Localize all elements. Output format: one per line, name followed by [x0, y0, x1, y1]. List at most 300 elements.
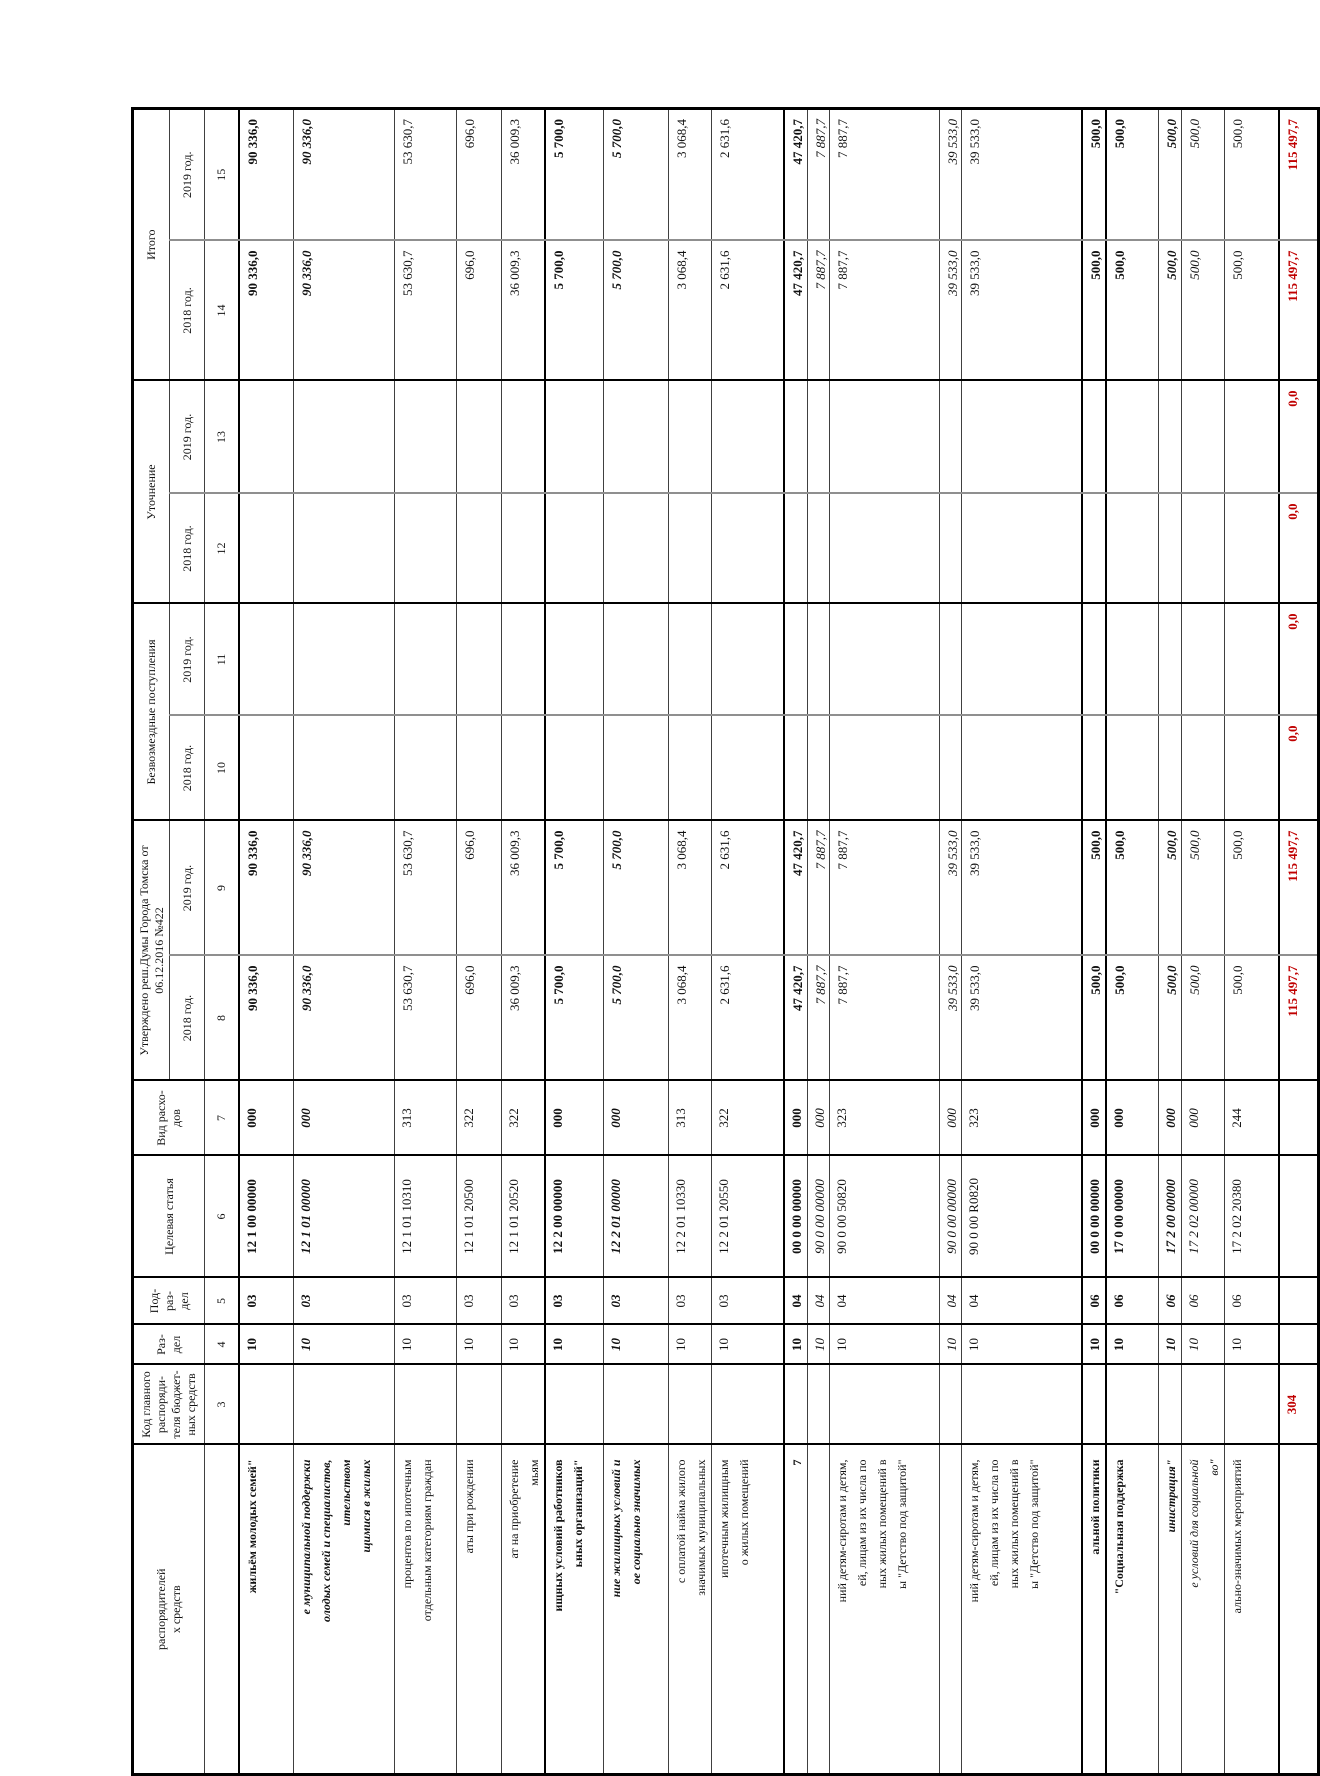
cell-adjustment-2019: [830, 380, 940, 493]
cell-total-2019: 53 630,7: [395, 108, 457, 240]
header-group-approved: Утверждено реш.Думы Города Томска от 06.12.2016 №422: [133, 821, 170, 1081]
cell-approved-2018: 7 887,7: [830, 956, 940, 1081]
cell-name: [830, 1445, 940, 1775]
cell-vid-rashodov: 244: [1225, 1081, 1279, 1156]
header-column-number: 14: [205, 240, 239, 380]
cell-adjustment-2019: [711, 380, 784, 493]
cell-adjustment-2019: [239, 380, 294, 493]
cell-approved-2018: 5 700,0: [545, 956, 603, 1081]
cell-gratuitous-2019: [668, 604, 711, 716]
header-group-gratuitous: Безвозмездные поступления: [133, 604, 170, 821]
table-row: [1279, 108, 1319, 1774]
cell-name: [784, 1445, 808, 1775]
cell-krb: [830, 1365, 940, 1445]
cell-approved-2018: 500,0: [1082, 956, 1106, 1081]
cell-approved-2019: 500,0: [1225, 821, 1279, 956]
cell-gratuitous-2019: [1225, 604, 1279, 716]
cell-gratuitous-2019: [457, 604, 502, 716]
cell-gratuitous-2019: [545, 604, 603, 716]
cell-razdel: 10: [1082, 1325, 1106, 1365]
header-podrazdel-line: раз-: [161, 1290, 176, 1312]
cell-name-line: ое социально значимых: [628, 1459, 643, 1585]
header-vid-rashodov: [133, 1081, 205, 1156]
cell-podrazdel: 06: [1225, 1278, 1279, 1325]
cell-name-line: о жилых помещений: [736, 1459, 751, 1566]
cell-adjustment-2019: [457, 380, 502, 493]
cell-krb: [502, 1365, 546, 1445]
cell-gratuitous-2019: [1106, 604, 1159, 716]
cell-vid-rashodov: 000: [1082, 1081, 1106, 1156]
cell-approved-2019: 5 700,0: [545, 821, 603, 956]
table-row: [808, 108, 830, 1774]
cell-vid-rashodov: 000: [1159, 1081, 1182, 1156]
cell-podrazdel: 06: [1159, 1278, 1182, 1325]
header-column-number: 11: [205, 604, 239, 716]
cell-adjustment-2018: [1106, 494, 1159, 604]
cell-vid-rashodov: 000: [784, 1081, 808, 1156]
cell-razdel: 10: [711, 1325, 784, 1365]
cell-total-2018: 7 887,7: [830, 240, 940, 380]
rotated-table-container: [131, 110, 1320, 1776]
cell-adjustment-2018: [784, 494, 808, 604]
cell-adjustment-2018: [1225, 494, 1279, 604]
cell-total-2019: 5 700,0: [603, 108, 668, 240]
header-year-2018: 2018 год.: [170, 716, 205, 821]
cell-adjustment-2018: [830, 494, 940, 604]
cell-name: [1279, 1445, 1319, 1775]
cell-gratuitous-2018: [711, 716, 784, 821]
cell-adjustment-2018: [502, 494, 546, 604]
cell-gratuitous-2019: 0,0: [1279, 604, 1319, 716]
header-year-2018: 2018 год.: [170, 956, 205, 1081]
cell-name-line: значимых муниципальных: [693, 1459, 708, 1596]
cell-name: [940, 1445, 962, 1775]
cell-krb: [940, 1365, 962, 1445]
cell-approved-2019: 500,0: [1182, 821, 1225, 956]
table-row: [1182, 108, 1225, 1774]
cell-gratuitous-2019: [294, 604, 395, 716]
cell-adjustment-2018: [668, 494, 711, 604]
cell-total-2018: 39 533,0: [940, 240, 962, 380]
cell-gratuitous-2018: [668, 716, 711, 821]
cell-approved-2019: 500,0: [1159, 821, 1182, 956]
cell-name: [962, 1445, 1082, 1775]
cell-name-line: ы "Детство под защитой": [895, 1459, 909, 1589]
header-row-labels: [133, 108, 170, 1774]
cell-razdel: 10: [239, 1325, 294, 1365]
cell-approved-2019: 7 887,7: [808, 821, 830, 956]
header-year-2019: 2019 год.: [170, 604, 205, 716]
cell-adjustment-2019: [1106, 380, 1159, 493]
cell-gratuitous-2018: [784, 716, 808, 821]
header-celevaya-statya-line: Целевая статья: [161, 1178, 176, 1255]
header-year-2018: 2018 год.: [170, 240, 205, 380]
header-column-number: 7: [205, 1081, 239, 1156]
cell-approved-2019: 5 700,0: [603, 821, 668, 956]
cell-total-2019: 3 068,4: [668, 108, 711, 240]
cell-razdel: 10: [668, 1325, 711, 1365]
cell-razdel: 10: [830, 1325, 940, 1365]
cell-approved-2018: 39 533,0: [940, 956, 962, 1081]
cell-adjustment-2019: [808, 380, 830, 493]
cell-approved-2018: 2 631,6: [711, 956, 784, 1081]
cell-krb: [545, 1365, 603, 1445]
cell-celevaya-statya: 90 0 00 00000: [940, 1156, 962, 1278]
cell-gratuitous-2019: [395, 604, 457, 716]
cell-gratuitous-2018: [808, 716, 830, 821]
cell-celevaya-statya: 12 1 01 20500: [457, 1156, 502, 1278]
cell-gratuitous-2018: [940, 716, 962, 821]
cell-gratuitous-2019: [808, 604, 830, 716]
header-razdel-line: дел: [169, 1335, 183, 1354]
cell-name: [395, 1445, 457, 1775]
cell-approved-2019: 47 420,7: [784, 821, 808, 956]
cell-name-line: ние жилищных условий и: [608, 1459, 623, 1598]
cell-total-2018: 115 497,7: [1279, 240, 1319, 380]
header-year-2019: 2019 год.: [170, 380, 205, 493]
cell-podrazdel: [1279, 1278, 1319, 1325]
cell-name-line: олодых семей и специалистов,: [319, 1459, 333, 1622]
header-column-number: 15: [205, 108, 239, 240]
cell-adjustment-2019: [1082, 380, 1106, 493]
cell-total-2018: 696,0: [457, 240, 502, 380]
cell-name-line: ьных организаций": [571, 1459, 585, 1568]
header-name-column-line: х средств: [169, 1585, 183, 1634]
cell-approved-2018: 500,0: [1106, 956, 1159, 1081]
cell-gratuitous-2018: [1182, 716, 1225, 821]
header-celevaya-statya: [133, 1156, 205, 1278]
cell-name: [239, 1445, 294, 1775]
cell-adjustment-2019: [940, 380, 962, 493]
cell-podrazdel: 04: [940, 1278, 962, 1325]
cell-podrazdel: 03: [502, 1278, 546, 1325]
cell-name-line: ительством: [339, 1459, 353, 1526]
cell-gratuitous-2019: [1159, 604, 1182, 716]
cell-approved-2018: 5 700,0: [603, 956, 668, 1081]
table-row: [784, 108, 808, 1774]
header-name-column: [133, 1445, 205, 1775]
cell-total-2019: 47 420,7: [784, 108, 808, 240]
cell-name-line: альной политики: [1087, 1459, 1102, 1555]
cell-approved-2018: 53 630,7: [395, 956, 457, 1081]
cell-total-2018: 500,0: [1082, 240, 1106, 380]
cell-podrazdel: 06: [1082, 1278, 1106, 1325]
cell-approved-2018: 7 887,7: [808, 956, 830, 1081]
cell-vid-rashodov: 000: [1106, 1081, 1159, 1156]
cell-total-2019: 39 533,0: [940, 108, 962, 240]
cell-krb: [711, 1365, 784, 1445]
cell-total-2018: 39 533,0: [962, 240, 1082, 380]
cell-podrazdel: 03: [457, 1278, 502, 1325]
cell-adjustment-2018: [1159, 494, 1182, 604]
cell-gratuitous-2018: [545, 716, 603, 821]
cell-name: [294, 1445, 395, 1775]
cell-adjustment-2019: [1225, 380, 1279, 493]
cell-adjustment-2019: [1182, 380, 1225, 493]
table-row: [668, 108, 711, 1774]
cell-name: [1225, 1445, 1279, 1775]
table-row: [395, 108, 457, 1774]
cell-celevaya-statya: 12 2 01 10330: [668, 1156, 711, 1278]
cell-name-line: е муниципальной поддержки: [299, 1459, 313, 1615]
cell-krb: [395, 1365, 457, 1445]
cell-name: [711, 1445, 784, 1775]
cell-celevaya-statya: 17 0 00 00000: [1106, 1156, 1159, 1278]
cell-approved-2019: 90 336,0: [239, 821, 294, 956]
header-vid-rashodov-line: дов: [169, 1109, 183, 1127]
cell-name-line: отдельным категориям граждан: [420, 1459, 434, 1622]
cell-krb: [1082, 1365, 1106, 1445]
cell-vid-rashodov: 323: [962, 1081, 1082, 1156]
cell-podrazdel: 04: [808, 1278, 830, 1325]
table-row: [457, 108, 502, 1774]
cell-celevaya-statya: 17 2 02 00000: [1182, 1156, 1225, 1278]
cell-celevaya-statya: 12 2 00 00000: [545, 1156, 603, 1278]
cell-razdel: 10: [1106, 1325, 1159, 1365]
cell-adjustment-2018: [808, 494, 830, 604]
cell-adjustment-2019: [784, 380, 808, 493]
cell-total-2018: 500,0: [1159, 240, 1182, 380]
cell-vid-rashodov: 313: [395, 1081, 457, 1156]
cell-vid-rashodov: 322: [711, 1081, 784, 1156]
cell-gratuitous-2019: [239, 604, 294, 716]
table-row: [603, 108, 668, 1774]
cell-razdel: 10: [1182, 1325, 1225, 1365]
cell-krb: [1106, 1365, 1159, 1445]
cell-celevaya-statya: 90 0 00 R0820: [962, 1156, 1082, 1278]
cell-name-line: "Социальная поддержка: [1111, 1459, 1126, 1595]
cell-adjustment-2019: [1159, 380, 1182, 493]
cell-gratuitous-2019: [711, 604, 784, 716]
cell-total-2019: 5 700,0: [545, 108, 603, 240]
cell-adjustment-2019: [502, 380, 546, 493]
cell-name: [1159, 1445, 1182, 1775]
cell-total-2018: 500,0: [1182, 240, 1225, 380]
cell-name-line: ний детям-сиротам и детям,: [967, 1459, 981, 1603]
cell-gratuitous-2018: [395, 716, 457, 821]
cell-approved-2019: 90 336,0: [294, 821, 395, 956]
cell-approved-2019: 500,0: [1106, 821, 1159, 956]
header-column-number: [205, 1445, 239, 1775]
cell-adjustment-2019: [603, 380, 668, 493]
header-krb: [133, 1365, 205, 1445]
cell-razdel: 10: [784, 1325, 808, 1365]
cell-podrazdel: 04: [962, 1278, 1082, 1325]
cell-gratuitous-2019: [1182, 604, 1225, 716]
cell-podrazdel: 03: [603, 1278, 668, 1325]
cell-adjustment-2018: [1082, 494, 1106, 604]
cell-approved-2018: 115 497,7: [1279, 956, 1319, 1081]
cell-krb: [1159, 1365, 1182, 1445]
cell-approved-2019: 115 497,7: [1279, 821, 1319, 956]
cell-name-line: 7: [790, 1459, 804, 1466]
header-group-adjustment: Уточнение: [133, 380, 170, 603]
cell-approved-2019: 2 631,6: [711, 821, 784, 956]
cell-name-line: ей, лицам из их числа по: [987, 1459, 1001, 1587]
cell-razdel: 10: [808, 1325, 830, 1365]
cell-total-2018: 7 887,7: [808, 240, 830, 380]
cell-podrazdel: 06: [1182, 1278, 1225, 1325]
cell-total-2019: 36 009,3: [502, 108, 546, 240]
cell-adjustment-2018: 0,0: [1279, 494, 1319, 604]
cell-name: [1082, 1445, 1106, 1775]
cell-total-2019: 500,0: [1082, 108, 1106, 240]
cell-celevaya-statya: 90 0 00 50820: [830, 1156, 940, 1278]
cell-name-line: ных жилых помещений в: [1007, 1459, 1021, 1589]
cell-name: [502, 1445, 546, 1775]
cell-adjustment-2019: [668, 380, 711, 493]
cell-celevaya-statya: 12 1 01 00000: [294, 1156, 395, 1278]
table-row: [1082, 108, 1106, 1774]
cell-celevaya-statya: 12 2 01 20550: [711, 1156, 784, 1278]
cell-name-line: ипотечным жилищным: [716, 1459, 731, 1579]
cell-podrazdel: 03: [711, 1278, 784, 1325]
cell-total-2018: 5 700,0: [603, 240, 668, 380]
cell-name-line: мьям: [527, 1459, 541, 1486]
cell-approved-2018: 90 336,0: [239, 956, 294, 1081]
cell-celevaya-statya: 12 1 01 20520: [502, 1156, 546, 1278]
header-column-number: 3: [205, 1365, 239, 1445]
cell-total-2019: 500,0: [1159, 108, 1182, 240]
cell-podrazdel: 03: [545, 1278, 603, 1325]
cell-gratuitous-2019: [502, 604, 546, 716]
cell-gratuitous-2019: [784, 604, 808, 716]
table-row: [239, 108, 294, 1774]
header-group-total: Итого: [133, 108, 170, 380]
cell-approved-2019: 36 009,3: [502, 821, 546, 956]
cell-razdel: 10: [294, 1325, 395, 1365]
cell-total-2018: 500,0: [1106, 240, 1159, 380]
cell-total-2018: 47 420,7: [784, 240, 808, 380]
header-year-2018: 2018 год.: [170, 494, 205, 604]
header-podrazdel: [133, 1278, 205, 1325]
cell-celevaya-statya: [1279, 1156, 1319, 1278]
cell-name-line: ей, лицам из их числа по: [855, 1459, 869, 1587]
cell-name-line: инистрация": [1164, 1459, 1178, 1533]
cell-total-2019: 696,0: [457, 108, 502, 240]
cell-gratuitous-2018: [457, 716, 502, 821]
cell-approved-2018: 500,0: [1182, 956, 1225, 1081]
cell-approved-2018: 36 009,3: [502, 956, 546, 1081]
cell-razdel: [1279, 1325, 1319, 1365]
header-row-numbers: [205, 108, 239, 1774]
cell-name-line: ний детям-сиротам и детям,: [835, 1459, 849, 1603]
cell-gratuitous-2018: [830, 716, 940, 821]
cell-adjustment-2018: [962, 494, 1082, 604]
table-row: [940, 108, 962, 1774]
cell-gratuitous-2019: [1082, 604, 1106, 716]
cell-name-line: ы "Детство под защитой": [1027, 1459, 1041, 1589]
header-column-number: 13: [205, 380, 239, 493]
cell-razdel: 10: [457, 1325, 502, 1365]
cell-vid-rashodov: 000: [239, 1081, 294, 1156]
header-column-number: 10: [205, 716, 239, 821]
header-podrazdel-line: Под-: [146, 1288, 161, 1314]
cell-gratuitous-2018: [962, 716, 1082, 821]
cell-total-2019: 90 336,0: [239, 108, 294, 240]
cell-name: [668, 1445, 711, 1775]
cell-name-line: жильём молодых семей": [244, 1459, 259, 1594]
cell-adjustment-2019: [545, 380, 603, 493]
cell-krb: [784, 1365, 808, 1445]
cell-gratuitous-2018: [1106, 716, 1159, 821]
cell-name: [545, 1445, 603, 1775]
header-column-number: 6: [205, 1156, 239, 1278]
table-row: [962, 108, 1082, 1774]
cell-adjustment-2018: [457, 494, 502, 604]
cell-gratuitous-2018: 0,0: [1279, 716, 1319, 821]
cell-razdel: 10: [502, 1325, 546, 1365]
cell-name: [1106, 1445, 1159, 1775]
cell-vid-rashodov: 000: [940, 1081, 962, 1156]
cell-vid-rashodov: 000: [603, 1081, 668, 1156]
header-column-number: 12: [205, 494, 239, 604]
cell-total-2019: 115 497,7: [1279, 108, 1319, 240]
cell-krb: [1182, 1365, 1225, 1445]
cell-podrazdel: 03: [294, 1278, 395, 1325]
cell-celevaya-statya: 17 2 00 00000: [1159, 1156, 1182, 1278]
cell-gratuitous-2019: [940, 604, 962, 716]
cell-adjustment-2019: [294, 380, 395, 493]
cell-name: [457, 1445, 502, 1775]
cell-krb: [668, 1365, 711, 1445]
header-razdel: [133, 1325, 205, 1365]
cell-gratuitous-2018: [1159, 716, 1182, 821]
cell-approved-2018: 47 420,7: [784, 956, 808, 1081]
cell-adjustment-2019: [962, 380, 1082, 493]
cell-krb: [962, 1365, 1082, 1445]
cell-gratuitous-2018: [294, 716, 395, 821]
cell-razdel: 10: [603, 1325, 668, 1365]
cell-total-2019: 500,0: [1182, 108, 1225, 240]
cell-total-2018: 3 068,4: [668, 240, 711, 380]
cell-adjustment-2018: [1182, 494, 1225, 604]
cell-total-2018: 5 700,0: [545, 240, 603, 380]
cell-approved-2018: 3 068,4: [668, 956, 711, 1081]
cell-adjustment-2018: [603, 494, 668, 604]
cell-total-2018: 36 009,3: [502, 240, 546, 380]
header-krb-line: ных средств: [184, 1373, 198, 1436]
header-year-2019: 2019 год.: [170, 821, 205, 956]
cell-total-2018: 53 630,7: [395, 240, 457, 380]
header-razdel-line: Раз-: [154, 1334, 168, 1355]
cell-total-2019: 2 631,6: [711, 108, 784, 240]
cell-podrazdel: 04: [784, 1278, 808, 1325]
cell-total-2019: 7 887,7: [808, 108, 830, 240]
cell-krb: [1225, 1365, 1279, 1445]
cell-total-2019: 39 533,0: [962, 108, 1082, 240]
cell-gratuitous-2018: [502, 716, 546, 821]
cell-krb: 304: [1279, 1365, 1319, 1445]
cell-adjustment-2019: [395, 380, 457, 493]
header-krb-line: теля бюджет-: [169, 1370, 183, 1439]
header-podrazdel-line: дел: [176, 1292, 191, 1310]
cell-total-2019: 7 887,7: [830, 108, 940, 240]
cell-adjustment-2018: [545, 494, 603, 604]
cell-name-line: ищных условий работников: [551, 1459, 565, 1612]
cell-name-line: ат на приобретение: [507, 1459, 521, 1559]
cell-celevaya-statya: 17 2 02 20380: [1225, 1156, 1279, 1278]
cell-podrazdel: 06: [1106, 1278, 1159, 1325]
cell-gratuitous-2019: [962, 604, 1082, 716]
cell-adjustment-2018: [239, 494, 294, 604]
cell-approved-2018: 500,0: [1159, 956, 1182, 1081]
cell-razdel: 10: [962, 1325, 1082, 1365]
cell-name-line: ных жилых помещений в: [875, 1459, 889, 1589]
cell-razdel: 10: [1225, 1325, 1279, 1365]
table-row: [1225, 108, 1279, 1774]
cell-podrazdel: 03: [668, 1278, 711, 1325]
